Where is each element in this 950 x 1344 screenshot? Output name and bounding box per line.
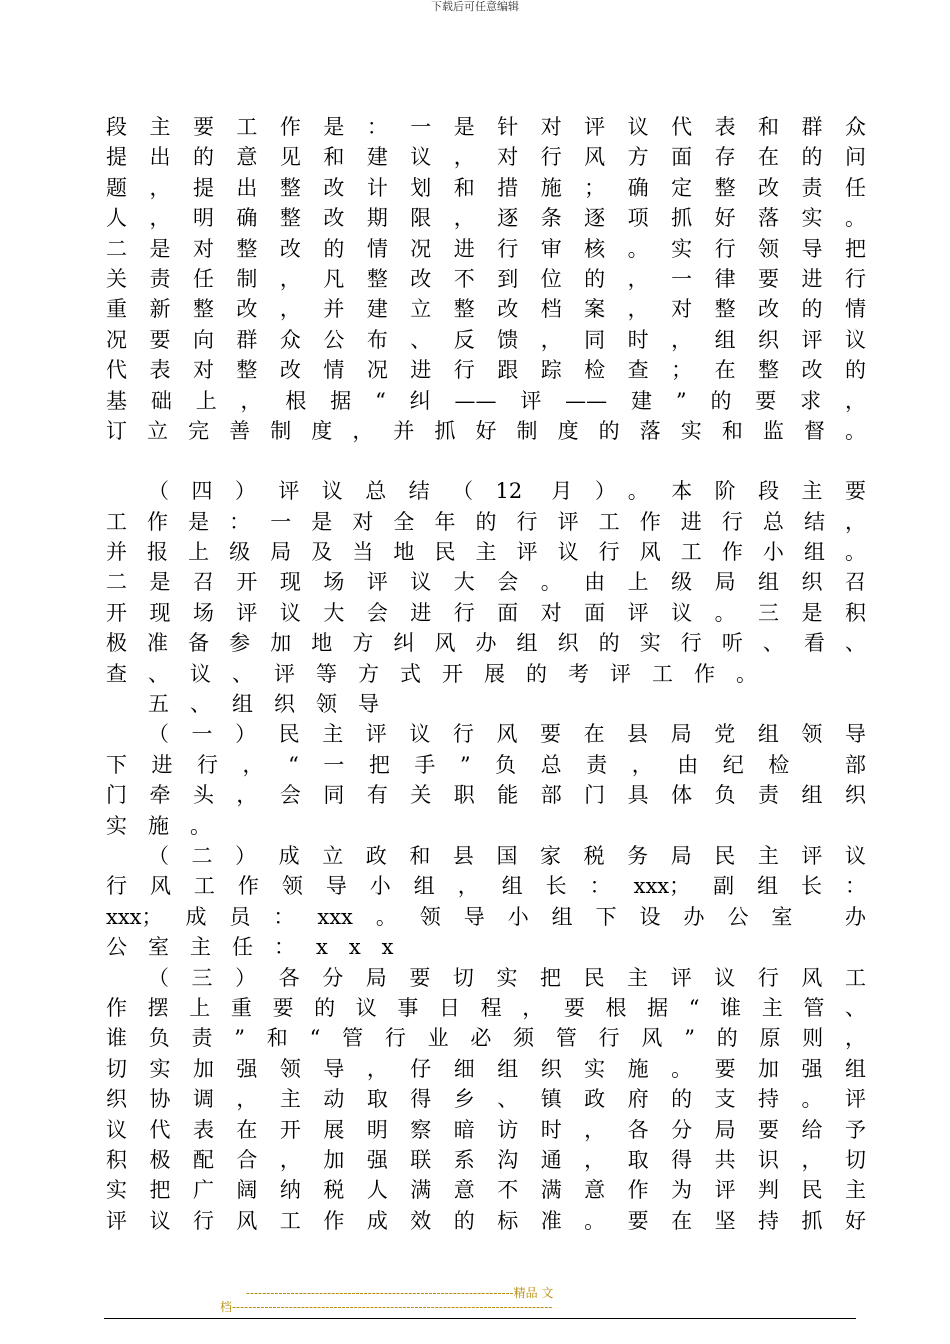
- text-line: （二）成立政和县国家税务局民主评议: [148, 843, 866, 868]
- text-line: 开现场评议大会进行面对面评议。三是积: [106, 600, 866, 625]
- text-line: 工作是：一是对全年的行评工作进行总结，: [106, 509, 866, 534]
- text-line: 议代表在开展明察暗访时，各分局要给予: [106, 1117, 866, 1142]
- text-line: 行风工作领导小组，组长：xxx；副组长：: [106, 874, 866, 899]
- text-line: 切实加强领导，仔细组织实施。要加强组: [106, 1056, 866, 1081]
- text-line: 织协调，主动取得乡、镇政府的支持。评: [106, 1087, 866, 1112]
- text-line: 提出的意见和建议，对行风方面存在的问: [106, 145, 866, 170]
- text-line: （一）民主评议行风要在县局党组领导: [148, 722, 866, 747]
- text-line: 门牵头，会同有关职能部门具体负责组织: [106, 783, 866, 808]
- text-line: xxx；成员：xxx。领导小组下设办公室 办: [106, 904, 866, 929]
- text-line: 人，明确整改期限，逐条逐项抓好落实。: [106, 206, 866, 231]
- text-line: 实把广阔纳税人满意不满意作为评判民主: [106, 1178, 866, 1203]
- text-line: 并报上级局及当地民主评议行风工作小组。: [106, 540, 866, 565]
- text-line: 二是对整改的情况进行审核。实行领导把: [106, 236, 866, 261]
- section-heading: 五、组织领导: [148, 692, 400, 717]
- footer-line-2: 档-------------------------------------------------------------------------------: [220, 1300, 553, 1314]
- footer-rule: [104, 1318, 856, 1319]
- footer-line-1: ------------------------------------------------------------------精品 文: [246, 1286, 554, 1300]
- text-line: 公室主任：xxx: [106, 935, 415, 960]
- text-line: 重新整改，并建立整改档案，对整改的情: [106, 297, 866, 322]
- text-line: 基础上，根据“纠——评——建”的要求，: [106, 388, 866, 413]
- text-line: 下进行，“一把手”负总责，由纪检 部: [106, 752, 866, 777]
- text-line: 订立完善制度，并抓好制度的落实和监督。: [106, 418, 866, 443]
- document-body: [106, 112, 866, 1236]
- page-header: 下载后可任意编辑: [431, 0, 519, 13]
- text-line: 实施。: [106, 813, 232, 838]
- text-line: 极准备参加地方纠风办组织的实行听、看、: [106, 631, 866, 656]
- text-line: 代表对整改情况进行跟踪检查；在整改的: [106, 358, 866, 383]
- text-line: 查、议、评等方式开展的考评工作。: [106, 661, 778, 686]
- text-line: 评议行风工作成效的标准。要在坚持抓好: [106, 1208, 866, 1233]
- page-footer: [220, 1286, 740, 1314]
- text-line: 题，提出整改计划和措施；确定整改责任: [106, 175, 866, 200]
- text-line: 关责任制，凡整改不到位的，一律要进行: [106, 266, 866, 291]
- text-line: （三）各分局要切实把民主评议行风工: [148, 965, 866, 990]
- text-line: （四）评议总结（12 月）。本阶段主要: [148, 479, 866, 504]
- text-line: 作摆上重要的议事日程，要根据“谁主管、: [106, 995, 866, 1020]
- text-line: 积极配合，加强联系沟通，取得共识，切: [106, 1147, 866, 1172]
- text-line: 况要向群众公布、反馈，同时，组织评议: [106, 327, 866, 352]
- text-line: 谁负责”和“管行业必须管行风”的原则，: [106, 1026, 866, 1051]
- text-line: 二是召开现场评议大会。由上级局组织召: [106, 570, 866, 595]
- text-line: 段主要工作是：一是针对评议代表和群众: [106, 115, 866, 139]
